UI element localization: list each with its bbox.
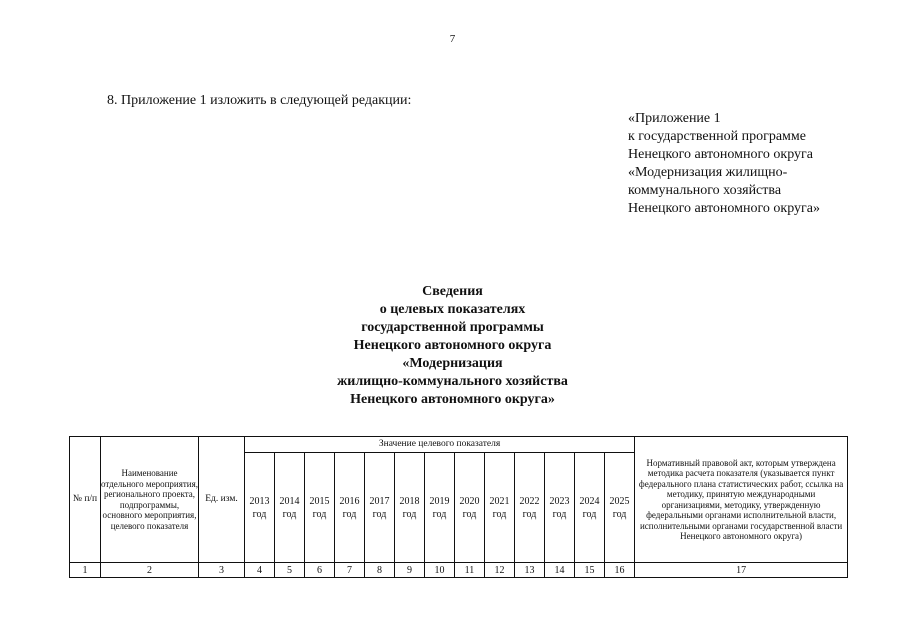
year-value: 2020 (459, 495, 480, 507)
column-number: 12 (485, 563, 515, 578)
year-header (575, 453, 605, 563)
column-number-row (70, 563, 848, 578)
header-name: Наименование отдельного мероприятия, регионального проекта, подпрограммы, основного мероприятия, целевого показателя (101, 437, 199, 563)
page-number: 7 (449, 33, 456, 45)
year-header (245, 453, 275, 563)
column-number: 15 (575, 563, 605, 578)
indicators-table (69, 436, 848, 578)
year-value: 2024 (579, 495, 600, 507)
title-line: Ненецкого автономного округа (353, 338, 552, 353)
year-unit: год (402, 508, 417, 520)
year-value: 2025 (609, 495, 630, 507)
year-value: 2013 (249, 495, 270, 507)
column-number: 9 (395, 563, 425, 578)
column-number: 11 (455, 563, 485, 578)
year-value: 2023 (549, 495, 570, 507)
year-unit: год (342, 508, 357, 520)
column-number: 5 (275, 563, 305, 578)
title-line: жилищно-коммунального хозяйства (337, 374, 568, 389)
year-unit: год (252, 508, 267, 520)
appendix-line: «Модернизация жилищно- (628, 165, 788, 180)
year-header (305, 453, 335, 563)
year-value: 2015 (309, 495, 330, 507)
column-number: 13 (515, 563, 545, 578)
appendix-line: Ненецкого автономного округа (628, 147, 813, 162)
appendix-line: Ненецкого автономного округа» (628, 201, 820, 216)
column-number: 8 (365, 563, 395, 578)
title-line: Ненецкого автономного округа» (350, 392, 555, 407)
column-number: 17 (635, 563, 848, 578)
year-value: 2016 (339, 495, 360, 507)
column-number: 1 (70, 563, 101, 578)
header-unit: Ед. изм. (199, 437, 245, 563)
year-value: 2017 (369, 495, 390, 507)
column-number: 4 (245, 563, 275, 578)
year-header (455, 453, 485, 563)
year-header (395, 453, 425, 563)
column-number: 7 (335, 563, 365, 578)
year-header (275, 453, 305, 563)
year-unit: год (612, 508, 627, 520)
year-value: 2022 (519, 495, 540, 507)
title-line: «Модернизация (402, 356, 503, 371)
appendix-reference (628, 110, 820, 218)
year-header (485, 453, 515, 563)
year-header (335, 453, 365, 563)
year-unit: год (522, 508, 537, 520)
year-unit: год (492, 508, 507, 520)
column-number: 16 (605, 563, 635, 578)
year-value: 2019 (429, 495, 450, 507)
year-value: 2018 (399, 495, 420, 507)
title-line: государственной программы (361, 320, 544, 335)
column-number: 2 (101, 563, 199, 578)
title-line: о целевых показателях (379, 302, 526, 317)
document-title (0, 283, 905, 409)
column-number: 14 (545, 563, 575, 578)
year-unit: год (582, 508, 597, 520)
year-header (425, 453, 455, 563)
appendix-line: коммунального хозяйства (628, 183, 782, 198)
year-header (545, 453, 575, 563)
appendix-line: «Приложение 1 (628, 111, 721, 126)
year-header (605, 453, 635, 563)
title-line: Сведения (422, 284, 483, 299)
header-normative-act: Нормативный правовой акт, которым утверждена методика расчета показателя (указывается пункт федерального плана статистических работ, ссылка на методику, принятую международными организациями, методику, утвержденную федеральными органами исполнительной власти, исполнительными органами государственной власти Ненецкого автономного округа) (635, 437, 848, 563)
year-unit: год (372, 508, 387, 520)
year-unit: год (462, 508, 477, 520)
year-unit: год (552, 508, 567, 520)
year-header (515, 453, 545, 563)
year-header (365, 453, 395, 563)
amendment-item: 8. Приложение 1 изложить в следующей редакции: (107, 93, 412, 108)
column-number: 3 (199, 563, 245, 578)
header-indicator-value: Значение целевого показателя (245, 437, 635, 453)
year-unit: год (282, 508, 297, 520)
appendix-line: к государственной программе (628, 129, 806, 144)
year-value: 2021 (489, 495, 510, 507)
year-value: 2014 (279, 495, 300, 507)
column-number: 6 (305, 563, 335, 578)
year-unit: год (312, 508, 327, 520)
year-unit: год (432, 508, 447, 520)
header-number: № п/п (70, 437, 101, 563)
column-number: 10 (425, 563, 455, 578)
